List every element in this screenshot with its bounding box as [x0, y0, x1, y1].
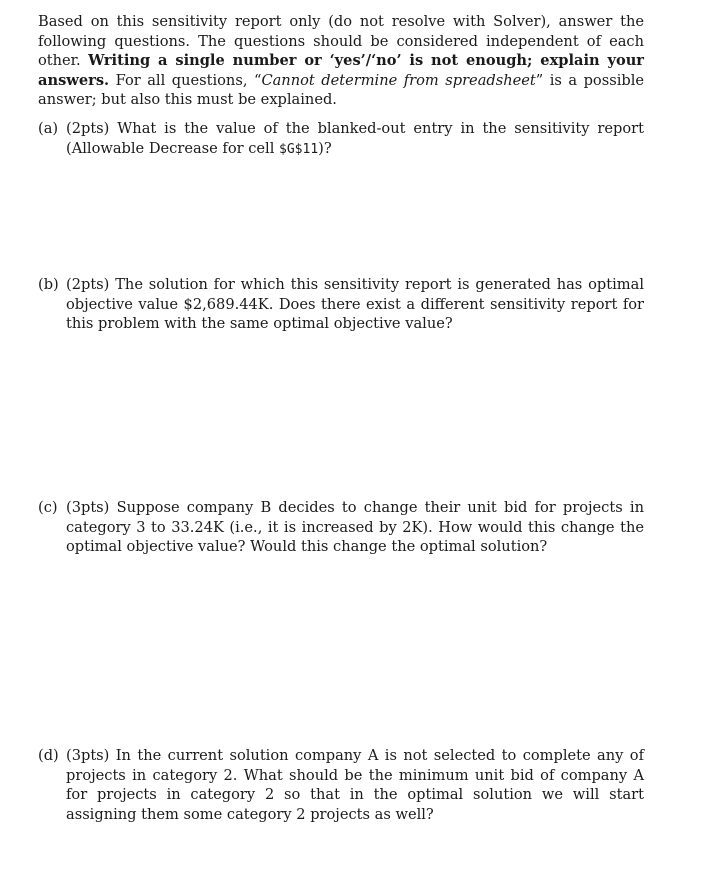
question-c-label: (c): [38, 499, 58, 516]
question-a-label: (a): [38, 120, 59, 137]
instructions-text: Based on this sensitivity report only (do not resolve with Solver), answer the following questions. The questions should be considered independent of each other.: [38, 13, 644, 69]
question-c-text: (3pts) Suppose company B decides to change their unit bid for projects in category 3 to 33.24K (i.e., it is increased by 2K). How would this change the optimal objective value? Would this change the optimal solution?: [66, 499, 644, 555]
instructions-italic: Cannot determine from spreadsheet: [261, 71, 536, 89]
instructions-text-2: For all questions, “: [109, 71, 262, 89]
question-b: [38, 275, 644, 334]
instructions-emphasis: Writing a single number or ‘yes’/‘no’ is not enough; explain your answers.: [38, 52, 644, 89]
cell-reference: $G$11: [279, 141, 319, 157]
instructions-text-3: ” is a possible answer; but also this must be explained.: [38, 71, 645, 108]
instructions-paragraph: [38, 12, 644, 110]
document-page: [38, 12, 644, 110]
question-a-text-end: )?: [318, 139, 332, 157]
question-d-text: (3pts) In the current solution company A is not selected to complete any of projects in category 2. What should be the minimum unit bid of company A for projects in category 2 so that in the optimal solution we will start assigning them some category 2 projects as well?: [66, 747, 644, 823]
question-c: [38, 498, 644, 557]
question-d-label: (d): [38, 747, 59, 764]
question-a: [38, 119, 644, 159]
question-b-text: (2pts) The solution for which this sensitivity report is generated has optimal objective value $2,689.44K. Does there exist a different sensitivity report for this problem with the same optimal objective value?: [66, 276, 644, 332]
question-b-label: (b): [38, 276, 59, 293]
question-a-text-start: (2pts) What is the value of the blanked-out entry in the sensitivity report (Allowable Decrease for cell: [66, 120, 644, 157]
question-a-text: [66, 119, 644, 159]
question-d: [38, 746, 644, 824]
